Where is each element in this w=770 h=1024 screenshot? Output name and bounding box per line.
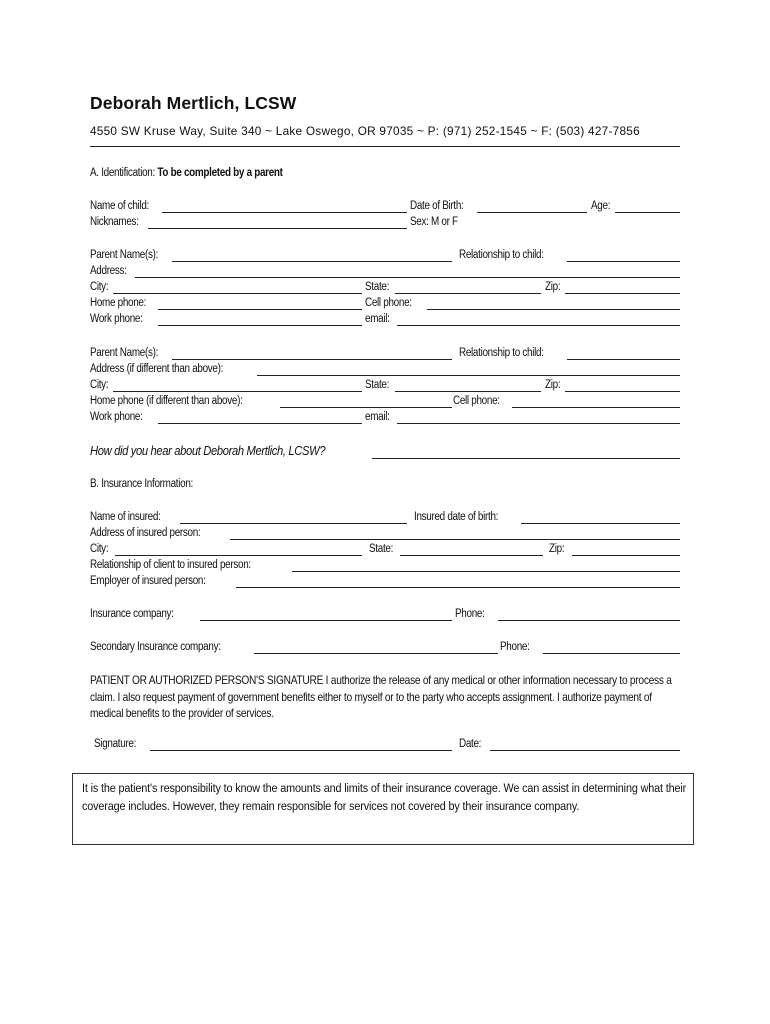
child-dob-label: Date of Birth: bbox=[410, 200, 464, 212]
insured-zip-label: Zip: bbox=[549, 543, 565, 555]
referral-field[interactable] bbox=[372, 458, 680, 459]
insured-zip-field[interactable] bbox=[572, 555, 680, 556]
parent2-city-field[interactable] bbox=[113, 391, 362, 392]
nicknames-row bbox=[90, 215, 680, 232]
date-field[interactable] bbox=[490, 750, 680, 751]
parent2-name-field[interactable] bbox=[172, 359, 452, 360]
parent1-home-phone-field[interactable] bbox=[158, 309, 362, 310]
parent2-address-label: Address (if different than above): bbox=[90, 363, 224, 375]
insured-dob-label: Insured date of birth: bbox=[414, 511, 499, 523]
insured-city-label: City: bbox=[90, 543, 109, 555]
parent1-phone-row bbox=[90, 296, 680, 313]
child-age-label: Age: bbox=[591, 200, 611, 212]
section-b-heading: B. Insurance Information: bbox=[90, 478, 193, 490]
parent2-address-row bbox=[90, 362, 680, 379]
insured-name-label: Name of insured: bbox=[90, 511, 161, 523]
parent1-name-row bbox=[90, 248, 680, 265]
parent1-work-phone-label: Work phone: bbox=[90, 313, 143, 325]
parent2-relationship-label: Relationship to child: bbox=[459, 347, 544, 359]
insured-address-label: Address of insured person: bbox=[90, 527, 201, 539]
parent2-phone-row bbox=[90, 394, 680, 411]
parent2-state-label: State: bbox=[365, 379, 390, 391]
parent2-home-phone-field[interactable] bbox=[280, 407, 452, 408]
date-label: Date: bbox=[459, 738, 482, 750]
parent2-state-field[interactable] bbox=[395, 391, 541, 392]
signature-label: Signature: bbox=[94, 738, 137, 750]
parent2-name-label: Parent Name(s): bbox=[90, 347, 159, 359]
insured-state-label: State: bbox=[369, 543, 394, 555]
secondary-insurance-field[interactable] bbox=[254, 653, 498, 654]
nicknames-label: Nicknames: bbox=[90, 216, 139, 228]
insured-address-row bbox=[90, 526, 680, 543]
insured-dob-field[interactable] bbox=[521, 523, 680, 524]
parent2-cell-phone-field[interactable] bbox=[512, 407, 680, 408]
nicknames-field[interactable] bbox=[148, 228, 407, 229]
parent1-zip-label: Zip: bbox=[545, 281, 561, 293]
insured-name-field[interactable] bbox=[180, 523, 407, 524]
parent2-work-phone-label: Work phone: bbox=[90, 411, 143, 423]
insurance-phone-label: Phone: bbox=[455, 608, 485, 620]
parent1-state-label: State: bbox=[365, 281, 390, 293]
insured-state-field[interactable] bbox=[400, 555, 543, 556]
secondary-phone-field[interactable] bbox=[543, 653, 680, 654]
parent1-zip-field[interactable] bbox=[565, 293, 680, 294]
insured-name-row bbox=[90, 510, 680, 527]
insured-relationship-row bbox=[90, 558, 680, 575]
child-name-row bbox=[90, 199, 680, 216]
parent2-zip-label: Zip: bbox=[545, 379, 561, 391]
referral-row bbox=[90, 445, 680, 462]
parent1-work-row bbox=[90, 312, 680, 329]
header-divider bbox=[90, 146, 680, 147]
page-title: Deborah Mertlich, LCSW bbox=[90, 93, 297, 113]
parent1-city-label: City: bbox=[90, 281, 109, 293]
parent2-city-label: City: bbox=[90, 379, 109, 391]
section-a-heading bbox=[90, 167, 283, 179]
insured-address-field[interactable] bbox=[230, 539, 680, 540]
parent2-email-label: email: bbox=[365, 411, 390, 423]
parent1-name-label: Parent Name(s): bbox=[90, 249, 159, 261]
parent2-cell-phone-label: Cell phone: bbox=[453, 395, 500, 407]
parent1-city-field[interactable] bbox=[113, 293, 362, 294]
sex-label[interactable]: Sex: M or F bbox=[410, 216, 458, 228]
parent2-home-phone-label: Home phone (if different than above): bbox=[90, 395, 243, 407]
insurance-company-row bbox=[90, 607, 680, 624]
insurance-company-label: Insurance company: bbox=[90, 608, 174, 620]
insured-employer-row bbox=[90, 574, 680, 591]
parent2-email-field[interactable] bbox=[397, 423, 680, 424]
parent2-name-row bbox=[90, 346, 680, 363]
signature-field[interactable] bbox=[150, 750, 452, 751]
parent1-city-row bbox=[90, 280, 680, 297]
parent1-state-field[interactable] bbox=[395, 293, 541, 294]
parent1-address-row bbox=[90, 264, 680, 281]
child-age-field[interactable] bbox=[615, 212, 680, 213]
insured-employer-field[interactable] bbox=[236, 587, 680, 588]
parent1-email-field[interactable] bbox=[397, 325, 680, 326]
insured-relationship-label: Relationship of client to insured person: bbox=[90, 559, 251, 571]
parent1-cell-phone-label: Cell phone: bbox=[365, 297, 412, 309]
parent2-work-phone-field[interactable] bbox=[158, 423, 362, 424]
parent1-relationship-label: Relationship to child: bbox=[459, 249, 544, 261]
parent1-email-label: email: bbox=[365, 313, 390, 325]
insured-employer-label: Employer of insured person: bbox=[90, 575, 206, 587]
child-name-field[interactable] bbox=[162, 212, 407, 213]
referral-question: How did you hear about Deborah Mertlich, LCSW? bbox=[90, 443, 326, 458]
secondary-insurance-row bbox=[90, 640, 680, 657]
insurance-company-field[interactable] bbox=[200, 620, 452, 621]
child-dob-field[interactable] bbox=[477, 212, 587, 213]
child-name-label: Name of child: bbox=[90, 200, 150, 212]
parent2-address-field[interactable] bbox=[257, 375, 680, 376]
secondary-insurance-label: Secondary Insurance company: bbox=[90, 641, 221, 653]
section-a-note: To be completed by a parent bbox=[157, 167, 283, 179]
parent1-cell-phone-field[interactable] bbox=[427, 309, 680, 310]
insured-relationship-field[interactable] bbox=[292, 571, 680, 572]
authorization-text: PATIENT OR AUTHORIZED PERSON'S SIGNATURE I authorize the release of any medical or other information necessary to process a claim. I also request payment of government benefits either to myself or to the party who accepts assignment. I authorize payment of medical benefits to the provider of services. bbox=[90, 674, 672, 720]
parent1-work-phone-field[interactable] bbox=[158, 325, 362, 326]
practice-address: 4550 SW Kruse Way, Suite 340 ~ Lake Oswego, OR 97035 ~ P: (971) 252-1545 ~ F: (503) 427-7856 bbox=[90, 124, 640, 138]
insured-city-field[interactable] bbox=[115, 555, 362, 556]
parent2-relationship-field[interactable] bbox=[567, 359, 680, 360]
parent1-address-label: Address: bbox=[90, 265, 127, 277]
parent1-name-field[interactable] bbox=[172, 261, 452, 262]
insurance-phone-field[interactable] bbox=[498, 620, 680, 621]
parent2-work-row bbox=[90, 410, 680, 427]
parent1-relationship-field[interactable] bbox=[567, 261, 680, 262]
parent1-address-field[interactable] bbox=[135, 277, 680, 278]
parent1-home-phone-label: Home phone: bbox=[90, 297, 147, 309]
parent2-city-row bbox=[90, 378, 680, 395]
parent2-zip-field[interactable] bbox=[565, 391, 680, 392]
section-a-label: A. Identification: bbox=[90, 167, 158, 179]
notice-text: It is the patient's responsibility to know the amounts and limits of their insurance coverage. We can assist in determining what their coverage includes. However, they remain responsible for services not covered by their insurance company. bbox=[82, 781, 687, 813]
signature-row bbox=[90, 737, 680, 754]
insured-city-row bbox=[90, 542, 680, 559]
secondary-phone-label: Phone: bbox=[500, 641, 530, 653]
